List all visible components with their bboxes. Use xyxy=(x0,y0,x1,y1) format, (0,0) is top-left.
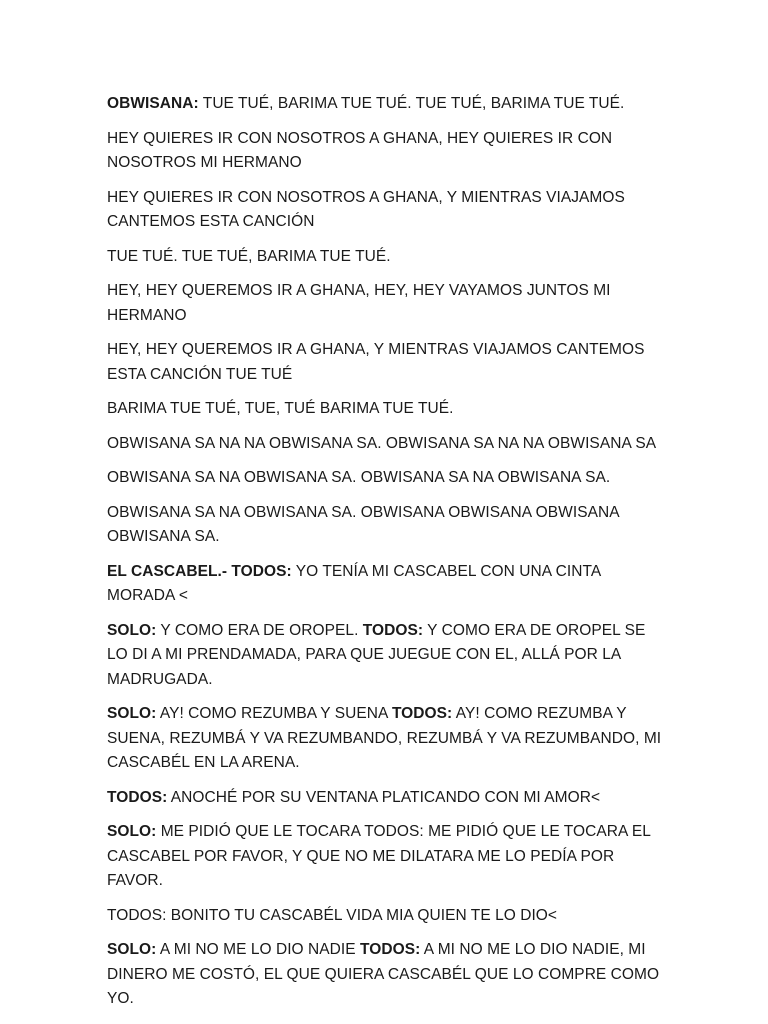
document-body xyxy=(107,92,668,1012)
lyric-text: AY! COMO REZUMBA Y SUENA, REZUMBÁ Y VA REZUMBANDO, REZUMBÁ Y VA REZUMBANDO, MI CASCABÉL EN LA ARENA. xyxy=(107,705,662,771)
lyric-text: OBWISANA SA NA OBWISANA SA. OBWISANA SA NA OBWISANA SA. xyxy=(107,469,611,486)
lyric-text: HEY, HEY QUEREMOS IR A GHANA, Y MIENTRAS VIAJAMOS CANTEMOS ESTA CANCIÓN TUE TUÉ xyxy=(107,341,645,383)
lyric-text: TUE TUÉ, BARIMA TUE TUÉ. TUE TUÉ, BARIMA TUE TUÉ. xyxy=(198,95,625,112)
speaker-label: SOLO: xyxy=(107,705,157,722)
speaker-label: TODOS: xyxy=(360,941,421,958)
lyric-paragraph xyxy=(107,786,668,811)
lyric-paragraph xyxy=(107,820,668,894)
lyric-text: OBWISANA SA NA OBWISANA SA. OBWISANA OBWISANA OBWISANA OBWISANA SA. xyxy=(107,503,619,545)
lyric-text: TODOS: BONITO TU CASCABÉL VIDA MIA QUIEN TE LO DIO< xyxy=(107,906,558,924)
speaker-label: TODOS: xyxy=(107,788,168,806)
lyric-text: ANOCHÉ POR SU VENTANA PLATICANDO CON MI AMOR< xyxy=(167,788,601,806)
lyric-paragraph xyxy=(107,702,668,776)
lyric-text: Y COMO ERA DE OROPEL. xyxy=(156,621,363,639)
lyric-paragraph xyxy=(107,560,668,609)
speaker-label: SOLO: xyxy=(107,621,157,639)
lyric-paragraph xyxy=(107,127,668,176)
lyric-text: ME PIDIÓ QUE LE TOCARA TODOS: ME PIDIÓ QUE LE TOCARA EL CASCABEL POR FAVOR, Y QUE NO ME DILATARA ME LO PEDÍA POR FAVOR. xyxy=(107,823,651,889)
lyric-text: AY! COMO REZUMBA Y SUENA xyxy=(156,705,392,722)
lyric-text: BARIMA TUE TUÉ, TUE, TUÉ BARIMA TUE TUÉ. xyxy=(107,400,454,417)
lyric-paragraph xyxy=(107,338,668,387)
lyric-paragraph xyxy=(107,501,668,550)
speaker-label: EL CASCABEL.- TODOS: xyxy=(107,562,292,580)
lyric-paragraph xyxy=(107,397,668,422)
lyric-paragraph xyxy=(107,619,668,693)
speaker-label: TODOS: xyxy=(391,705,453,722)
speaker-label: SOLO: xyxy=(107,823,157,840)
lyric-paragraph xyxy=(107,466,668,491)
lyric-text: A MI NO ME LO DIO NADIE xyxy=(156,941,360,958)
lyric-paragraph xyxy=(107,245,668,270)
lyric-paragraph xyxy=(107,279,668,328)
lyric-text: A MI NO ME LO DIO NADIE, MI DINERO ME COSTÓ, EL QUE QUIERA CASCABÉL QUE LO COMPRE COMO YO. xyxy=(107,941,660,1007)
lyric-text: OBWISANA SA NA NA OBWISANA SA. OBWISANA SA NA NA OBWISANA SA xyxy=(107,434,657,452)
lyric-paragraph xyxy=(107,432,668,457)
speaker-label: TODOS: xyxy=(362,621,424,639)
lyric-paragraph xyxy=(107,186,668,235)
lyric-paragraph xyxy=(107,904,668,929)
lyric-text: TUE TUÉ. TUE TUÉ, BARIMA TUE TUÉ. xyxy=(107,247,391,265)
lyric-text: Y COMO ERA DE OROPEL SE LO DI A MI PRENDAMADA, PARA QUE JUEGUE CON EL, ALLÁ POR LA MADRUGADA. xyxy=(107,621,646,688)
lyric-paragraph xyxy=(107,92,668,117)
lyric-text: HEY QUIERES IR CON NOSOTROS A GHANA, Y MIENTRAS VIAJAMOS CANTEMOS ESTA CANCIÓN xyxy=(107,188,625,230)
speaker-label: OBWISANA: xyxy=(107,95,199,112)
speaker-label: SOLO: xyxy=(107,941,157,958)
lyric-paragraph xyxy=(107,938,668,1012)
lyric-text: HEY QUIERES IR CON NOSOTROS A GHANA, HEY QUIERES IR CON NOSOTROS MI HERMANO xyxy=(107,129,613,171)
lyric-text: YO TENÍA MI CASCABEL CON UNA CINTA MORADA < xyxy=(107,562,601,604)
lyric-text: HEY, HEY QUEREMOS IR A GHANA, HEY, HEY VAYAMOS JUNTOS MI HERMANO xyxy=(107,282,611,324)
